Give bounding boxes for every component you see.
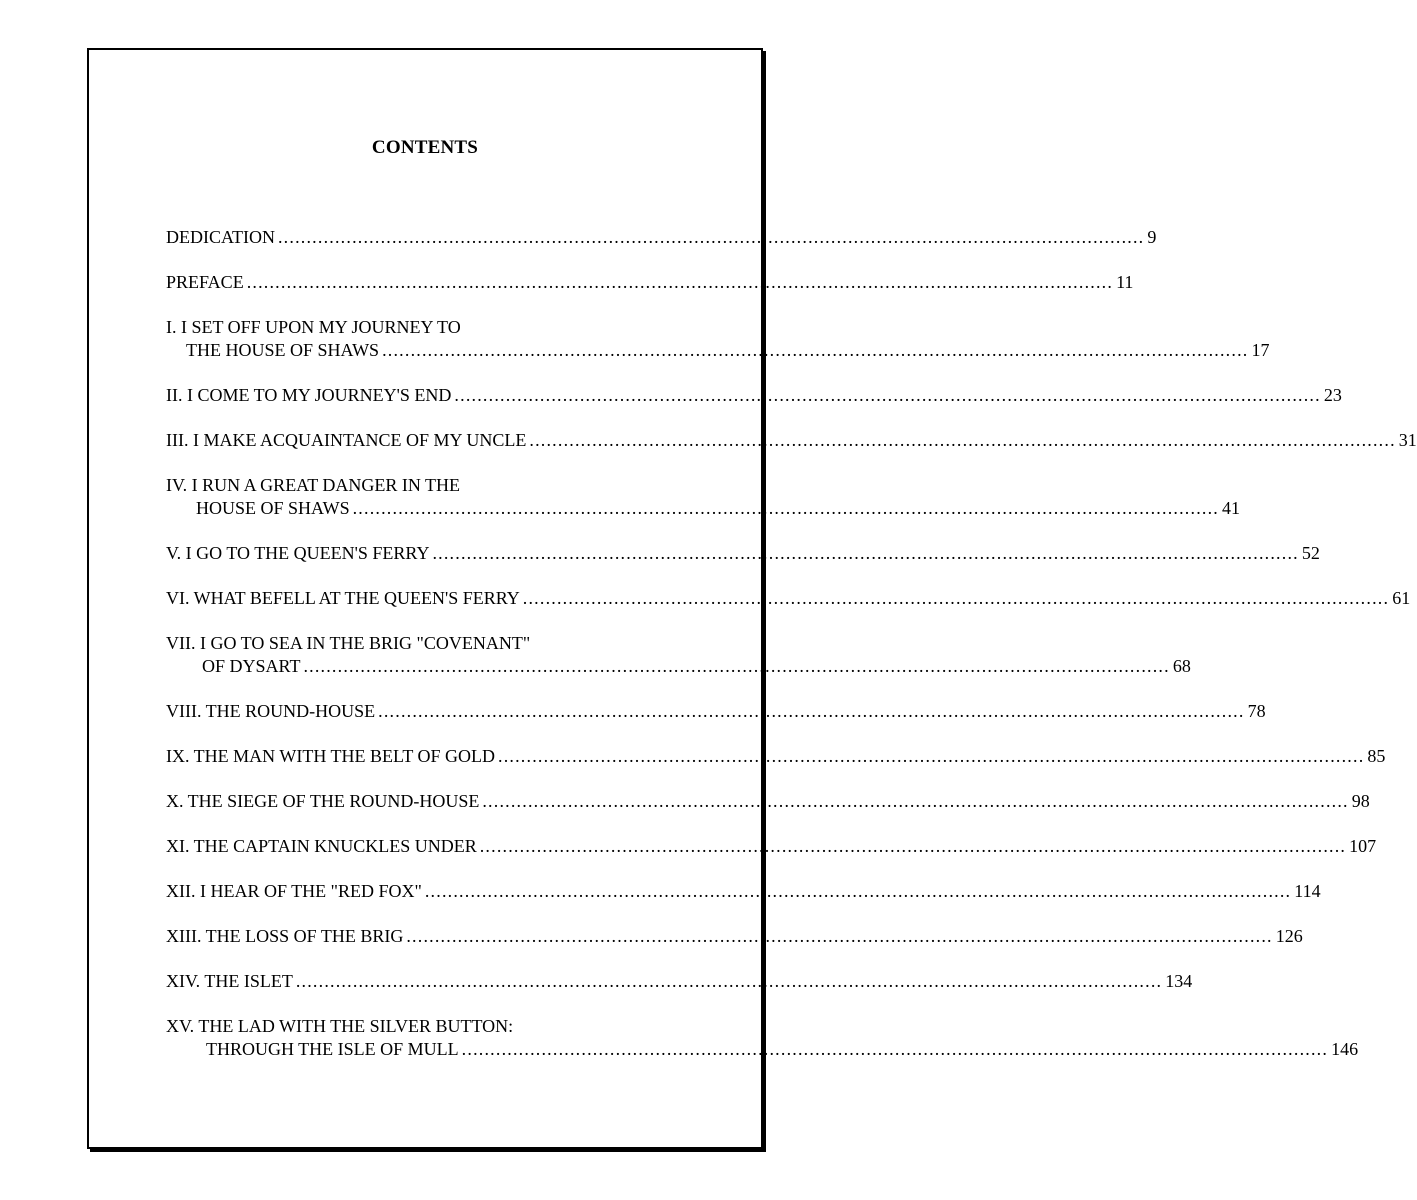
toc-entry-title-continued: THE HOUSE OF SHAWS xyxy=(186,340,380,360)
dot-leader: ........................................................................................................................................................ xyxy=(482,791,1349,811)
dot-leader: ........................................................................................................................................................ xyxy=(454,385,1321,405)
dot-leader: ........................................................................................................................................................ xyxy=(352,498,1219,518)
toc-entry-page: 61 xyxy=(1392,588,1411,608)
toc-entry-title: IX. THE MAN WITH THE BELT OF GOLD xyxy=(166,746,495,766)
toc-entry-title: XI. THE CAPTAIN KNUCKLES UNDER xyxy=(166,836,477,856)
toc-entry-title: VI. WHAT BEFELL AT THE QUEEN'S FERRY xyxy=(166,588,520,608)
toc-entry[interactable] xyxy=(166,316,1270,362)
dot-leader: ........................................................................................................................................................ xyxy=(529,430,1396,450)
dot-leader: ........................................................................................................................................................ xyxy=(277,227,1145,247)
toc-entry[interactable] xyxy=(166,925,1303,948)
toc-entry-page: 17 xyxy=(1251,340,1270,360)
toc-entry-title: III. I MAKE ACQUAINTANCE OF MY UNCLE xyxy=(166,430,527,450)
toc-entry-title-continued: THROUGH THE ISLE OF MULL xyxy=(206,1039,459,1059)
toc-entry-page: 52 xyxy=(1301,543,1320,563)
toc-entry-title: II. I COME TO MY JOURNEY'S END xyxy=(166,385,452,405)
dot-leader: ........................................................................................................................................................ xyxy=(461,1039,1329,1059)
toc-entry-page: 85 xyxy=(1367,746,1386,766)
toc-entry-page: 146 xyxy=(1331,1039,1359,1059)
toc-entry[interactable] xyxy=(166,542,1320,565)
dot-leader: ........................................................................................................................................................ xyxy=(406,926,1273,946)
toc-entry-title: XIV. THE ISLET xyxy=(166,971,293,991)
toc-entry[interactable] xyxy=(166,632,1191,678)
toc-entry-page: 31 xyxy=(1398,430,1417,450)
dot-leader: ........................................................................................................................................................ xyxy=(498,746,1365,766)
toc-entry[interactable] xyxy=(166,700,1266,723)
toc-entry[interactable] xyxy=(166,587,1411,610)
toc-entry-page: 78 xyxy=(1247,701,1266,721)
dot-leader: ........................................................................................................................................................ xyxy=(295,971,1163,991)
toc-entry[interactable] xyxy=(166,271,1134,294)
toc-entry-page: 107 xyxy=(1349,836,1377,856)
toc-entry-title: I. I SET OFF UPON MY JOURNEY TO xyxy=(166,317,461,337)
dot-leader: ........................................................................................................................................................ xyxy=(382,340,1249,360)
toc-entry[interactable] xyxy=(166,474,1240,520)
toc-entry-title: IV. I RUN A GREAT DANGER IN THE xyxy=(166,475,461,495)
toc-entry[interactable] xyxy=(166,429,1417,452)
dot-leader: ........................................................................................................................................................ xyxy=(424,881,1292,901)
toc-entry-page: 41 xyxy=(1222,498,1240,518)
toc-entry-page: 68 xyxy=(1172,656,1191,676)
toc-entry[interactable] xyxy=(166,835,1377,858)
toc-entry-title: XV. THE LAD WITH THE SILVER BUTTON: xyxy=(166,1016,514,1036)
dot-leader: ........................................................................................................................................................ xyxy=(246,272,1114,292)
dot-leader: ........................................................................................................................................................ xyxy=(303,656,1170,676)
dot-leader: ........................................................................................................................................................ xyxy=(479,836,1347,856)
toc-entry-title: XII. I HEAR OF THE "RED FOX" xyxy=(166,881,422,901)
toc-entry-title: XIII. THE LOSS OF THE BRIG xyxy=(166,926,404,946)
toc-entry-title: VIII. THE ROUND-HOUSE xyxy=(166,701,376,721)
toc-entry-page: 134 xyxy=(1165,971,1193,991)
document-page xyxy=(87,48,1417,1149)
toc-entry-page: 11 xyxy=(1116,272,1134,292)
toc-entry-title: DEDICATION xyxy=(166,227,275,247)
toc-entry[interactable] xyxy=(166,880,1321,903)
toc-entry-title-continued: OF DYSART xyxy=(202,656,301,676)
dot-leader: ........................................................................................................................................................ xyxy=(432,543,1299,563)
toc-entry[interactable] xyxy=(166,1015,1359,1061)
toc-entry[interactable] xyxy=(166,790,1370,813)
toc-entry-title-continued: HOUSE OF SHAWS xyxy=(196,498,350,518)
toc-entry-title: X. THE SIEGE OF THE ROUND-HOUSE xyxy=(166,791,480,811)
toc-entry[interactable] xyxy=(166,384,1342,407)
toc-entry[interactable] xyxy=(166,226,1157,249)
dot-leader: ........................................................................................................................................................ xyxy=(378,701,1245,721)
toc-entry[interactable] xyxy=(166,745,1386,768)
toc-entry-page: 98 xyxy=(1351,791,1370,811)
toc-entry-page: 9 xyxy=(1147,227,1157,247)
toc-entry-title: V. I GO TO THE QUEEN'S FERRY xyxy=(166,543,430,563)
toc-entry-title: PREFACE xyxy=(166,272,244,292)
page-title: CONTENTS xyxy=(371,137,479,158)
toc-entry[interactable] xyxy=(166,970,1193,993)
toc-entry-page: 23 xyxy=(1323,385,1342,405)
toc-entry-page: 114 xyxy=(1294,881,1321,901)
toc-entry-title: VII. I GO TO SEA IN THE BRIG "COVENANT" xyxy=(166,633,531,653)
toc-entry-page: 126 xyxy=(1275,926,1303,946)
dot-leader: ........................................................................................................................................................ xyxy=(522,588,1390,608)
table-of-contents xyxy=(166,226,1417,1061)
